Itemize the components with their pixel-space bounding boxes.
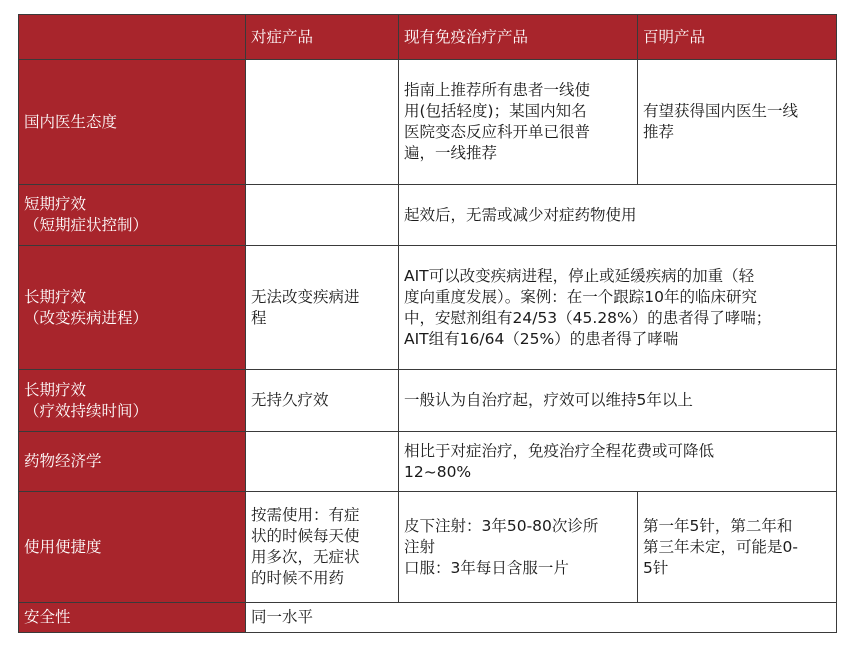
text-line: 用多次，无症状 — [251, 548, 360, 566]
row-label-pharmacoeconomics: 药物经济学 — [19, 432, 246, 492]
cell-convenience-baiming — [638, 492, 837, 603]
comparison-table — [18, 14, 837, 633]
row-long-term-progress — [19, 246, 837, 370]
text-line: 度向重度发展）。案例：在一个跟踪10年的临床研究 — [404, 287, 757, 306]
text-line: 第一年5针，第二年和 — [643, 516, 793, 535]
text-line: 用(包括轻度)；某国内知名 — [404, 102, 587, 120]
text-line: 有望获得国内医生一线 — [643, 102, 799, 120]
row-label-long-term-duration — [19, 370, 246, 432]
row-safety — [19, 603, 837, 633]
label-line: 长期疗效 — [24, 287, 87, 306]
text-line: 相比于对症治疗，免疫治疗全程花费或可降低 — [404, 441, 715, 460]
cell-attitude-existing — [399, 60, 638, 185]
text-line: 12~80% — [404, 462, 472, 481]
text-line: 中，安慰剂组有24/53（45.28%）的患者得了哮喘； — [404, 308, 772, 327]
text-line: 指南上推荐所有患者一线使 — [404, 81, 591, 99]
text-line: 医院变态反应科开单已很普 — [404, 123, 591, 141]
row-attitude — [19, 60, 837, 185]
cell-attitude-baiming — [638, 60, 837, 185]
cell-short-term-merged: 起效后，无需或减少对症药物使用 — [399, 185, 837, 246]
text-line: 程 — [251, 308, 267, 327]
cell-short-term-symptomatic — [246, 185, 399, 246]
row-label-safety: 安全性 — [19, 603, 246, 633]
row-label-convenience: 使用便捷度 — [19, 492, 246, 603]
cell-convenience-symptomatic — [246, 492, 399, 603]
header-cell-symptomatic: 对症产品 — [246, 15, 399, 60]
header-row — [19, 15, 837, 60]
label-line: （改变疾病进程） — [24, 308, 149, 327]
cell-long-term-progress-merged — [399, 246, 837, 370]
text-line: 口服：3年每日含服一片 — [404, 558, 569, 577]
row-long-term-duration — [19, 370, 837, 432]
text-line: AIT组有16/64（25%）的患者得了哮喘 — [404, 329, 679, 348]
text-line: 第三年未定，可能是0- — [643, 537, 798, 556]
row-convenience — [19, 492, 837, 603]
header-cell-baiming: 百明产品 — [638, 15, 837, 60]
row-short-term — [19, 185, 837, 246]
cell-convenience-existing — [399, 492, 638, 603]
text-line: 按需使用：有症 — [251, 506, 360, 524]
cell-long-term-duration-symptomatic: 无持久疗效 — [246, 370, 399, 432]
text-line: 的时候不用药 — [251, 569, 345, 587]
text-line: 5针 — [643, 558, 669, 577]
cell-attitude-symptomatic — [246, 60, 399, 185]
label-line: （短期症状控制） — [24, 216, 149, 234]
label-line: 短期疗效 — [24, 195, 87, 213]
row-pharmacoeconomics — [19, 432, 837, 492]
header-cell-existing: 现有免疫治疗产品 — [399, 15, 638, 60]
text-line: 注射 — [404, 537, 436, 556]
row-label-short-term — [19, 185, 246, 246]
text-line: 无法改变疾病进 — [251, 287, 360, 306]
cell-long-term-progress-symptomatic — [246, 246, 399, 370]
header-cell-corner — [19, 15, 246, 60]
text-line: AIT可以改变疾病进程，停止或延缓疾病的加重（轻 — [404, 266, 755, 285]
text-line: 推荐 — [643, 123, 675, 141]
label-line: 长期疗效 — [24, 380, 87, 399]
label-line: （疗效持续时间） — [24, 401, 149, 420]
cell-long-term-duration-merged: 一般认为自治疗起，疗效可以维持5年以上 — [399, 370, 837, 432]
cell-safety-merged: 同一水平 — [246, 603, 837, 633]
cell-pharmacoeconomics-merged — [399, 432, 837, 492]
row-label-long-term-progress — [19, 246, 246, 370]
text-line: 皮下注射：3年50-80次诊所 — [404, 516, 599, 535]
text-line: 状的时候每天使 — [251, 527, 360, 545]
cell-pharmacoeconomics-symptomatic — [246, 432, 399, 492]
row-label-attitude: 国内医生态度 — [19, 60, 246, 185]
text-line: 遍，一线推荐 — [404, 144, 498, 162]
